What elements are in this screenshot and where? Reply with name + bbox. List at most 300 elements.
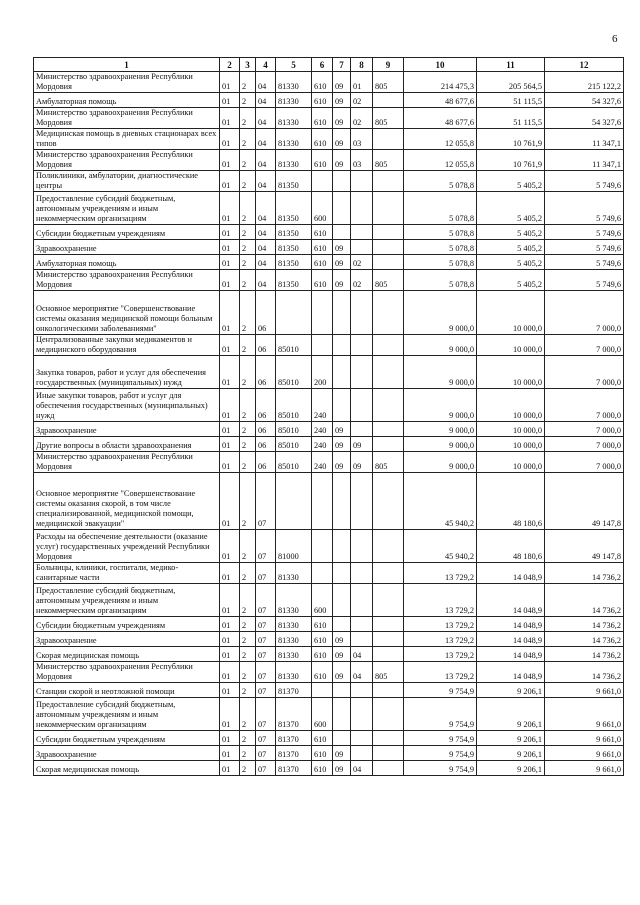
table-row (34, 150, 624, 171)
code-c7 (333, 731, 351, 746)
code-c4: 07 (256, 731, 276, 746)
code-c5: 81330 (276, 563, 312, 584)
code-c6: 610 (312, 225, 333, 240)
code-c6 (312, 683, 333, 698)
code-c4: 07 (256, 647, 276, 662)
code-c2: 01 (220, 356, 240, 389)
code-c7 (333, 473, 351, 530)
code-c9 (373, 731, 404, 746)
amount-c10: 9 000,0 (404, 356, 477, 389)
code-c4: 06 (256, 437, 276, 452)
code-c6: 240 (312, 437, 333, 452)
code-c7 (333, 291, 351, 335)
code-c6: 610 (312, 647, 333, 662)
amount-c11: 14 048,9 (477, 584, 545, 617)
code-c8: 09 (351, 437, 373, 452)
code-c4: 07 (256, 698, 276, 731)
code-c7: 09 (333, 662, 351, 683)
code-c7 (333, 389, 351, 422)
table-row (34, 225, 624, 240)
column-header: 11 (477, 58, 545, 72)
code-c3: 2 (240, 617, 256, 632)
amount-c10: 5 078,8 (404, 270, 477, 291)
table-row (34, 72, 624, 93)
amount-c11: 14 048,9 (477, 632, 545, 647)
code-c6 (312, 473, 333, 530)
column-header: 8 (351, 58, 373, 72)
item-name: Министерство здравоохранения Республики Мордовия (34, 72, 220, 93)
table-row (34, 422, 624, 437)
code-c4: 04 (256, 255, 276, 270)
amount-c10: 5 078,8 (404, 192, 477, 225)
code-c8 (351, 422, 373, 437)
code-c7: 09 (333, 108, 351, 129)
code-c4: 07 (256, 683, 276, 698)
code-c5: 85010 (276, 335, 312, 356)
code-c5: 85010 (276, 356, 312, 389)
code-c2: 01 (220, 761, 240, 776)
code-c3: 2 (240, 422, 256, 437)
table-row (34, 437, 624, 452)
code-c5: 81330 (276, 93, 312, 108)
amount-c10: 9 000,0 (404, 335, 477, 356)
amount-c10: 9 000,0 (404, 291, 477, 335)
code-c9: 805 (373, 662, 404, 683)
code-c2: 01 (220, 617, 240, 632)
amount-c12: 11 347,1 (545, 129, 624, 150)
code-c6: 600 (312, 698, 333, 731)
code-c5 (276, 473, 312, 530)
code-c3: 2 (240, 584, 256, 617)
item-name: Предоставление субсидий бюджетным, автономным учреждениям и иным некоммерческим организациям (34, 584, 220, 617)
column-header: 3 (240, 58, 256, 72)
code-c8: 02 (351, 108, 373, 129)
code-c4: 06 (256, 335, 276, 356)
table-row (34, 452, 624, 473)
code-c7 (333, 683, 351, 698)
amount-c10: 5 078,8 (404, 225, 477, 240)
code-c8: 02 (351, 255, 373, 270)
code-c7 (333, 530, 351, 563)
table-row (34, 291, 624, 335)
code-c7 (333, 192, 351, 225)
code-c7: 09 (333, 761, 351, 776)
amount-c10: 9 000,0 (404, 452, 477, 473)
amount-c10: 48 677,6 (404, 93, 477, 108)
item-name: Скорая медицинская помощь (34, 761, 220, 776)
code-c3: 2 (240, 171, 256, 192)
code-c4: 04 (256, 225, 276, 240)
amount-c12: 49 147,8 (545, 473, 624, 530)
code-c7: 09 (333, 437, 351, 452)
table-row (34, 530, 624, 563)
table-row (34, 584, 624, 617)
code-c4: 04 (256, 72, 276, 93)
code-c3: 2 (240, 647, 256, 662)
column-header: 4 (256, 58, 276, 72)
table-row (34, 255, 624, 270)
amount-c10: 5 078,8 (404, 171, 477, 192)
code-c6 (312, 335, 333, 356)
code-c9 (373, 225, 404, 240)
code-c3: 2 (240, 761, 256, 776)
code-c2: 01 (220, 150, 240, 171)
item-name: Здравоохранение (34, 632, 220, 647)
item-name: Основное мероприятие "Совершенствование системы оказания скорой, в том числе специализированной, медицинской помощи, медицинской эвакуации" (34, 473, 220, 530)
code-c7: 09 (333, 255, 351, 270)
amount-c11: 5 405,2 (477, 192, 545, 225)
code-c6: 610 (312, 255, 333, 270)
code-c8 (351, 698, 373, 731)
code-c2: 01 (220, 422, 240, 437)
code-c2: 01 (220, 72, 240, 93)
table-row (34, 192, 624, 225)
code-c5: 81350 (276, 255, 312, 270)
table-row (34, 93, 624, 108)
code-c8 (351, 335, 373, 356)
code-c5: 81350 (276, 240, 312, 255)
code-c6: 610 (312, 662, 333, 683)
code-c6: 610 (312, 761, 333, 776)
code-c6: 610 (312, 93, 333, 108)
code-c3: 2 (240, 530, 256, 563)
table-row (34, 171, 624, 192)
code-c8: 02 (351, 270, 373, 291)
amount-c10: 45 940,2 (404, 473, 477, 530)
code-c8 (351, 225, 373, 240)
code-c7: 09 (333, 632, 351, 647)
amount-c12: 5 749,6 (545, 171, 624, 192)
code-c7 (333, 563, 351, 584)
table-row (34, 270, 624, 291)
amount-c12: 14 736,2 (545, 647, 624, 662)
amount-c12: 7 000,0 (545, 422, 624, 437)
code-c9 (373, 389, 404, 422)
amount-c11: 14 048,9 (477, 647, 545, 662)
code-c7 (333, 698, 351, 731)
amount-c11: 5 405,2 (477, 255, 545, 270)
code-c8: 04 (351, 647, 373, 662)
code-c6 (312, 291, 333, 335)
amount-c11: 14 048,9 (477, 662, 545, 683)
code-c9 (373, 647, 404, 662)
code-c5: 81330 (276, 129, 312, 150)
code-c2: 01 (220, 452, 240, 473)
code-c3: 2 (240, 356, 256, 389)
column-header: 10 (404, 58, 477, 72)
code-c5: 85010 (276, 422, 312, 437)
code-c6: 610 (312, 129, 333, 150)
page-number: 6 (612, 33, 618, 45)
code-c5: 81370 (276, 683, 312, 698)
code-c7: 09 (333, 93, 351, 108)
code-c9 (373, 291, 404, 335)
amount-c12: 7 000,0 (545, 389, 624, 422)
code-c3: 2 (240, 225, 256, 240)
code-c8 (351, 731, 373, 746)
code-c2: 01 (220, 192, 240, 225)
code-c5: 81370 (276, 746, 312, 761)
code-c7 (333, 171, 351, 192)
code-c3: 2 (240, 389, 256, 422)
code-c4: 04 (256, 129, 276, 150)
code-c8 (351, 473, 373, 530)
code-c8 (351, 356, 373, 389)
table-row (34, 632, 624, 647)
item-name: Амбулаторная помощь (34, 255, 220, 270)
item-name: Поликлиники, амбулатории, диагностические центры (34, 171, 220, 192)
code-c5 (276, 291, 312, 335)
code-c8: 01 (351, 72, 373, 93)
amount-c12: 54 327,6 (545, 108, 624, 129)
table-row (34, 356, 624, 389)
amount-c11: 9 206,1 (477, 761, 545, 776)
code-c5: 81350 (276, 192, 312, 225)
code-c3: 2 (240, 746, 256, 761)
amount-c12: 5 749,6 (545, 270, 624, 291)
code-c4: 07 (256, 563, 276, 584)
code-c5: 81000 (276, 530, 312, 563)
item-name: Амбулаторная помощь (34, 93, 220, 108)
code-c4: 04 (256, 150, 276, 171)
code-c7: 09 (333, 240, 351, 255)
code-c9 (373, 698, 404, 731)
code-c2: 01 (220, 335, 240, 356)
amount-c10: 9 000,0 (404, 422, 477, 437)
code-c4: 07 (256, 761, 276, 776)
amount-c12: 49 147,8 (545, 530, 624, 563)
code-c9: 805 (373, 150, 404, 171)
amount-c12: 14 736,2 (545, 632, 624, 647)
amount-c11: 48 180,6 (477, 473, 545, 530)
amount-c10: 13 729,2 (404, 647, 477, 662)
amount-c10: 9 754,9 (404, 698, 477, 731)
code-c3: 2 (240, 662, 256, 683)
code-c2: 01 (220, 563, 240, 584)
code-c3: 2 (240, 683, 256, 698)
code-c6: 610 (312, 617, 333, 632)
code-c8 (351, 240, 373, 255)
code-c4: 06 (256, 422, 276, 437)
code-c9 (373, 563, 404, 584)
table-row (34, 240, 624, 255)
code-c8: 04 (351, 662, 373, 683)
amount-c10: 9 754,9 (404, 761, 477, 776)
table-row (34, 761, 624, 776)
code-c2: 01 (220, 225, 240, 240)
code-c7 (333, 225, 351, 240)
code-c8 (351, 389, 373, 422)
code-c9: 805 (373, 452, 404, 473)
code-c8 (351, 563, 373, 584)
code-c5: 85010 (276, 389, 312, 422)
amount-c12: 14 736,2 (545, 662, 624, 683)
code-c7: 09 (333, 270, 351, 291)
code-c5: 81330 (276, 108, 312, 129)
code-c8: 03 (351, 150, 373, 171)
amount-c10: 13 729,2 (404, 632, 477, 647)
code-c8 (351, 746, 373, 761)
code-c5: 85010 (276, 452, 312, 473)
code-c6: 600 (312, 192, 333, 225)
code-c6: 600 (312, 584, 333, 617)
amount-c11: 14 048,9 (477, 617, 545, 632)
code-c5: 81370 (276, 731, 312, 746)
code-c4: 04 (256, 192, 276, 225)
amount-c11: 10 000,0 (477, 291, 545, 335)
amount-c12: 9 661,0 (545, 731, 624, 746)
code-c3: 2 (240, 452, 256, 473)
code-c2: 01 (220, 647, 240, 662)
code-c2: 01 (220, 632, 240, 647)
table-row (34, 647, 624, 662)
code-c6: 200 (312, 356, 333, 389)
amount-c11: 5 405,2 (477, 270, 545, 291)
amount-c11: 9 206,1 (477, 683, 545, 698)
budget-table (33, 57, 624, 776)
amount-c10: 12 055,8 (404, 150, 477, 171)
code-c9: 805 (373, 72, 404, 93)
code-c2: 01 (220, 108, 240, 129)
amount-c11: 5 405,2 (477, 171, 545, 192)
amount-c12: 7 000,0 (545, 291, 624, 335)
item-name: Закупка товаров, работ и услуг для обеспечения государственных (муниципальных) нужд (34, 356, 220, 389)
code-c4: 06 (256, 389, 276, 422)
amount-c10: 13 729,2 (404, 617, 477, 632)
amount-c12: 11 347,1 (545, 150, 624, 171)
code-c5: 81330 (276, 72, 312, 93)
table-row (34, 617, 624, 632)
code-c8: 03 (351, 129, 373, 150)
code-c4: 07 (256, 584, 276, 617)
item-name: Станции скорой и неотложной помощи (34, 683, 220, 698)
item-name: Медицинская помощь в дневных стационарах всех типов (34, 129, 220, 150)
amount-c12: 7 000,0 (545, 452, 624, 473)
code-c9 (373, 530, 404, 563)
amount-c11: 10 761,9 (477, 150, 545, 171)
code-c3: 2 (240, 108, 256, 129)
amount-c10: 13 729,2 (404, 662, 477, 683)
table-header-row (34, 58, 624, 72)
code-c3: 2 (240, 192, 256, 225)
item-name: Здравоохранение (34, 422, 220, 437)
code-c7: 09 (333, 150, 351, 171)
amount-c11: 5 405,2 (477, 240, 545, 255)
code-c2: 01 (220, 683, 240, 698)
item-name: Централизованные закупки медикаментов и медицинского оборудования (34, 335, 220, 356)
code-c7: 09 (333, 647, 351, 662)
item-name: Иные закупки товаров, работ и услуг для обеспечения государственных (муниципальных) нужд (34, 389, 220, 422)
code-c4: 04 (256, 270, 276, 291)
code-c8 (351, 192, 373, 225)
code-c4: 06 (256, 356, 276, 389)
code-c4: 07 (256, 530, 276, 563)
amount-c11: 9 206,1 (477, 731, 545, 746)
amount-c11: 10 000,0 (477, 452, 545, 473)
amount-c11: 48 180,6 (477, 530, 545, 563)
code-c4: 04 (256, 240, 276, 255)
code-c3: 2 (240, 731, 256, 746)
column-header: 7 (333, 58, 351, 72)
amount-c10: 12 055,8 (404, 129, 477, 150)
code-c3: 2 (240, 632, 256, 647)
code-c5: 81330 (276, 617, 312, 632)
amount-c11: 10 000,0 (477, 335, 545, 356)
column-header: 9 (373, 58, 404, 72)
code-c2: 01 (220, 662, 240, 683)
code-c3: 2 (240, 698, 256, 731)
code-c2: 01 (220, 698, 240, 731)
code-c5: 81350 (276, 171, 312, 192)
code-c9 (373, 473, 404, 530)
code-c9 (373, 422, 404, 437)
table-row (34, 683, 624, 698)
code-c8: 09 (351, 452, 373, 473)
code-c4: 07 (256, 473, 276, 530)
code-c2: 01 (220, 129, 240, 150)
amount-c12: 9 661,0 (545, 698, 624, 731)
amount-c10: 9 000,0 (404, 437, 477, 452)
item-name: Другие вопросы в области здравоохранения (34, 437, 220, 452)
code-c7: 09 (333, 422, 351, 437)
amount-c11: 10 000,0 (477, 356, 545, 389)
amount-c11: 10 000,0 (477, 437, 545, 452)
code-c2: 01 (220, 270, 240, 291)
item-name: Министерство здравоохранения Республики Мордовия (34, 662, 220, 683)
code-c5: 81350 (276, 270, 312, 291)
code-c5: 81330 (276, 662, 312, 683)
table-row (34, 389, 624, 422)
item-name: Министерство здравоохранения Республики Мордовия (34, 452, 220, 473)
amount-c10: 214 475,3 (404, 72, 477, 93)
amount-c11: 10 000,0 (477, 389, 545, 422)
amount-c12: 14 736,2 (545, 563, 624, 584)
code-c9 (373, 356, 404, 389)
code-c9 (373, 255, 404, 270)
amount-c12: 5 749,6 (545, 192, 624, 225)
code-c2: 01 (220, 584, 240, 617)
code-c2: 01 (220, 437, 240, 452)
amount-c11: 9 206,1 (477, 698, 545, 731)
amount-c12: 14 736,2 (545, 584, 624, 617)
code-c6: 610 (312, 632, 333, 647)
code-c2: 01 (220, 731, 240, 746)
item-name: Субсидии бюджетным учреждениям (34, 617, 220, 632)
amount-c10: 9 754,9 (404, 731, 477, 746)
code-c5: 85010 (276, 437, 312, 452)
code-c3: 2 (240, 150, 256, 171)
item-name: Расходы на обеспечение деятельности (оказание услуг) государственных учреждений Республики Мордовия (34, 530, 220, 563)
code-c7: 09 (333, 72, 351, 93)
table-row (34, 746, 624, 761)
amount-c12: 54 327,6 (545, 93, 624, 108)
amount-c12: 5 749,6 (545, 225, 624, 240)
code-c8 (351, 683, 373, 698)
code-c9 (373, 192, 404, 225)
amount-c11: 205 564,5 (477, 72, 545, 93)
column-header: 5 (276, 58, 312, 72)
code-c2: 01 (220, 171, 240, 192)
code-c5: 81330 (276, 150, 312, 171)
code-c9 (373, 746, 404, 761)
code-c5: 81370 (276, 761, 312, 776)
amount-c10: 9 000,0 (404, 389, 477, 422)
code-c4: 07 (256, 617, 276, 632)
amount-c11: 14 048,9 (477, 563, 545, 584)
code-c4: 06 (256, 291, 276, 335)
code-c3: 2 (240, 72, 256, 93)
code-c9 (373, 240, 404, 255)
